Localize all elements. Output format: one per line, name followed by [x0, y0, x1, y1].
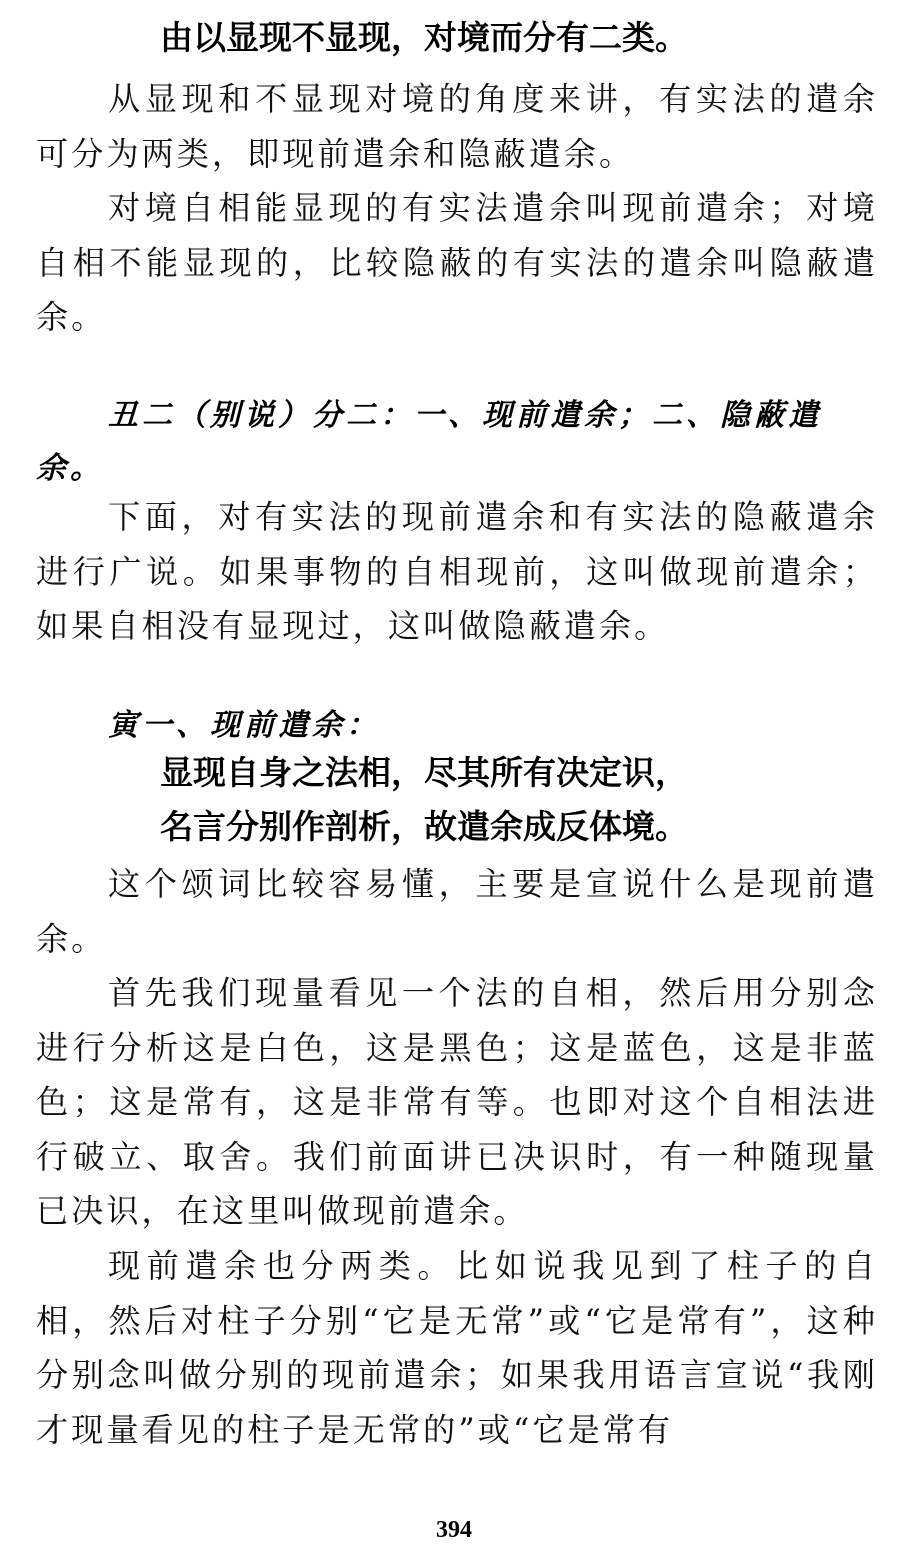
paragraph-5: 首先我们现量看见一个法的自相，然后用分别念进行分析这是白色，这是黑色；这是蓝色，这是非蓝色；这是常有，这是非常有等。也即对这个自相法进行破立、取舍。我们前面讲已决识时，有一种随现量已决识，在这里叫做现前遣余。 [36, 974, 878, 1230]
paragraph-2: 对境自相能显现的有实法遣余叫现前遣余；对境自相不能显现的，比较隐蔽的有实法的遣余叫隐蔽遣余。 [36, 189, 878, 336]
paragraph-1: 从显现和不显现对境的角度来讲，有实法的遣余可分为两类，即现前遣余和隐蔽遣余。 [36, 80, 878, 173]
verse-line-2: 显现自身之法相，尽其所有决定识， [160, 753, 688, 792]
section-heading-1-line-1: 丑二（别说）分二：一、现前遣余；二、隐蔽遣 [108, 398, 822, 433]
paragraph-6: 现前遣余也分两类。比如说我见到了柱子的自相，然后对柱子分别“它是无常”或“它是常有”，这种分别念叫做分别的现前遣余；如果我用语言宣说“我刚才现量看见的柱子是无常的”或“它是常有 [36, 1247, 878, 1449]
section-heading-2: 寅一、现前遣余： [108, 708, 380, 743]
paragraph-4: 这个颂词比较容易懂，主要是宣说什么是现前遣余。 [36, 865, 878, 958]
verse-line-3: 名言分别作剖析，故遣余成反体境。 [160, 807, 688, 846]
paragraph-3: 下面，对有实法的现前遣余和有实法的隐蔽遣余进行广说。如果事物的自相现前，这叫做现前遣余；如果自相没有显现过，这叫做隐蔽遣余。 [36, 498, 878, 645]
section-heading-1-line-2: 余。 [36, 451, 104, 486]
verse-line-1: 由以显现不显现，对境而分有二类。 [160, 18, 688, 57]
page-number: 394 [436, 1517, 472, 1543]
